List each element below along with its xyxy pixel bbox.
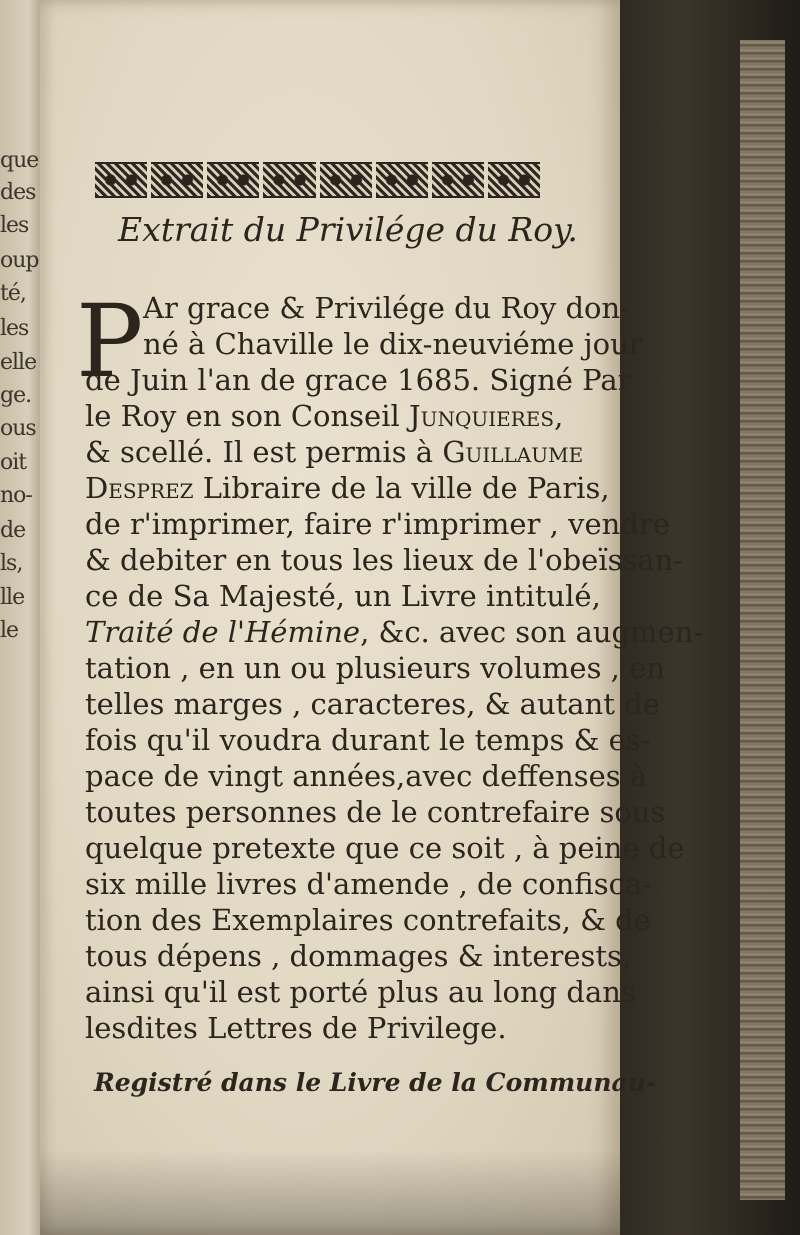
adjacent-page-fragment: de (0, 518, 26, 543)
adjacent-page-fragment: té, (0, 281, 26, 306)
page-shadow (40, 1150, 620, 1235)
text-line: ainsi qu'il est porté plus au long dans (85, 975, 636, 1009)
text-line: & debiter en tous les lieux de l'obeïssan- (85, 543, 684, 577)
adjacent-page-fragment: no- (0, 483, 32, 508)
drop-cap: P (76, 283, 144, 400)
text-line: pace de vingt années,avec deffenses à (85, 759, 648, 793)
adjacent-page-fragment: les (0, 316, 29, 341)
text-line: ce de Sa Majesté, un Livre intitulé, (85, 579, 601, 613)
ornament-tile (488, 162, 540, 198)
adjacent-page-fragment: oit (0, 450, 27, 475)
text-line: de Juin l'an de grace 1685. Signé Par (85, 363, 632, 397)
text-run: le Roy en son Conseil (85, 399, 409, 433)
adjacent-page-fragment: ous (0, 416, 36, 441)
ornament-tile (376, 162, 428, 198)
page-heading: Extrait du Privilége du Roy. (118, 210, 578, 249)
text-line: tation , en un ou plusieurs volumes , en (85, 651, 665, 685)
adjacent-page-fragment: oup (0, 248, 39, 273)
ornament-tile (95, 162, 147, 198)
text-line: six mille livres d'amende , de confisca- (85, 867, 652, 901)
ornament-tile (320, 162, 372, 198)
text-line: tion des Exemplaires contrefaits, & de (85, 903, 651, 937)
text-line (85, 471, 610, 505)
adjacent-page-strip (0, 0, 40, 1235)
ornament-tile (432, 162, 484, 198)
name-guillaume: Guillaume (442, 435, 584, 469)
ornament-tile (263, 162, 315, 198)
adjacent-page-fragment: les (0, 213, 29, 238)
adjacent-page-fragment: des (0, 180, 36, 205)
text-line: Ar grace & Privilége du Roy don- (143, 291, 630, 325)
adjacent-page-fragment: lle (0, 585, 25, 610)
text-run: , &c. avec son augmen- (360, 615, 704, 649)
text-line (85, 399, 564, 433)
adjacent-page-fragment: que (0, 148, 39, 173)
text-line: fois qu'il voudra durant le temps & es- (85, 723, 651, 757)
adjacent-page-fragment: elle (0, 350, 37, 375)
text-line: de r'imprimer, faire r'imprimer , vendre (85, 507, 670, 541)
adjacent-page-fragment: ge. (0, 383, 32, 408)
text-line: telles marges , caracteres, & autant de (85, 687, 660, 721)
adjacent-page-fragment: ls, (0, 551, 23, 576)
name-junquieres: Junquieres (408, 399, 555, 433)
book-title: Traité de l'Hémine (85, 615, 361, 649)
registration-line: Registré dans le Livre de la Communau- (94, 1068, 657, 1097)
text-line: né à Chaville le dix-neuviéme jour (143, 327, 643, 361)
text-run: , (554, 399, 564, 433)
printer-ornament-band (95, 162, 540, 198)
adjacent-page-fragment: le (0, 618, 19, 643)
text-run: Libraire de la ville de Paris, (193, 471, 610, 505)
text-run: & scellé. Il est permis à (85, 435, 443, 469)
name-desprez: Desprez (85, 471, 194, 505)
page-edges (740, 40, 785, 1200)
text-line (85, 435, 584, 469)
text-line: tous dépens , dommages & interests, (85, 939, 632, 973)
text-line (85, 615, 704, 649)
ornament-tile (151, 162, 203, 198)
text-line: quelque pretexte que ce soit , à peine de (85, 831, 685, 865)
text-line: toutes personnes de le contrefaire sous (85, 795, 666, 829)
ornament-tile (207, 162, 259, 198)
text-line: lesdites Lettres de Privilege. (85, 1011, 507, 1045)
